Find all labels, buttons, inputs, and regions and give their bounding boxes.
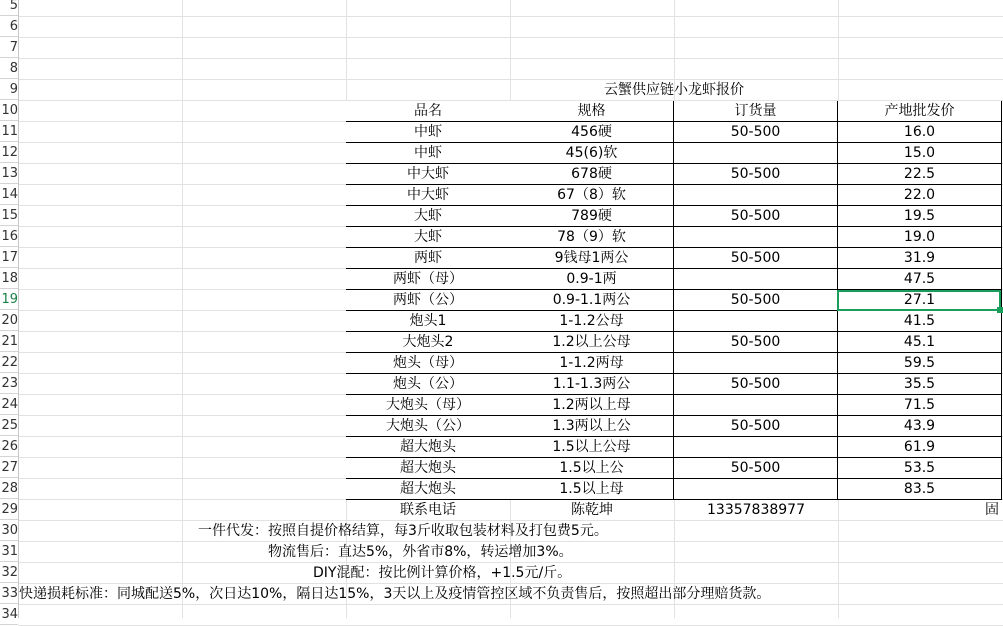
row-number[interactable]: 20 [0, 311, 18, 331]
cell-wholesale-price[interactable]: 59.5 [838, 353, 1002, 374]
cell-product-name[interactable]: 大炮头（母） [346, 395, 511, 416]
header-product-name[interactable]: 品名 [346, 101, 511, 122]
note-express[interactable]: 快递损耗标准：同城配送5%，次日达10%，隔日达15%，3天以上及疫情管控区域不负责售后，按照超出部分理赔货款。 [19, 586, 771, 602]
cell-product-name[interactable]: 超大炮头 [346, 479, 511, 500]
header-order-qty[interactable]: 订货量 [674, 101, 838, 122]
cell-product-name[interactable]: 中大虾 [346, 185, 511, 206]
row-number[interactable]: 33 [0, 584, 18, 604]
row-number[interactable]: 22 [0, 353, 18, 373]
cell-order-qty[interactable] [674, 143, 838, 164]
cell-spec[interactable]: 78（9）软 [510, 227, 674, 248]
sheet-row [0, 605, 1003, 626]
cell-wholesale-price[interactable]: 61.9 [838, 437, 1002, 458]
row-number[interactable]: 26 [0, 437, 18, 457]
cell-spec[interactable]: 1.2以上公母 [510, 332, 674, 353]
cell-order-qty[interactable] [674, 311, 838, 332]
row-number[interactable]: 29 [0, 500, 18, 520]
cell-order-qty[interactable] [674, 269, 838, 290]
cell-order-qty[interactable] [674, 395, 838, 416]
row-number[interactable]: 24 [0, 395, 18, 415]
cell-order-qty[interactable]: 50-500 [674, 290, 838, 311]
row-number[interactable]: 12 [0, 143, 18, 163]
row-number[interactable]: 13 [0, 164, 18, 184]
cell-spec[interactable]: 0.9-1.1两公 [510, 290, 674, 311]
sheet-title[interactable]: 云蟹供应链小龙虾报价 [604, 82, 744, 98]
row-number[interactable]: 6 [0, 17, 18, 37]
note-logistics[interactable]: 物流售后：直达5%，外省市8%，转运增加3%。 [268, 544, 573, 560]
cell-order-qty[interactable] [674, 437, 838, 458]
cell-wholesale-price[interactable]: 19.0 [838, 227, 1002, 248]
row-number[interactable]: 31 [0, 542, 18, 562]
row-number[interactable]: 28 [0, 479, 18, 499]
row-number[interactable]: 25 [0, 416, 18, 436]
header-wholesale-price[interactable]: 产地批发价 [838, 101, 1002, 122]
cell-product-name[interactable]: 两虾（公） [346, 290, 511, 311]
row-number[interactable]: 10 [0, 101, 18, 121]
cell-wholesale-price[interactable]: 15.0 [838, 143, 1002, 164]
column-gridline [182, 0, 183, 618]
cell-order-qty[interactable] [674, 185, 838, 206]
cell-product-name[interactable]: 大虾 [346, 206, 511, 227]
row-number[interactable]: 21 [0, 332, 18, 352]
row-header-edge [18, 0, 19, 618]
cell-spec[interactable]: 1.2两以上母 [510, 395, 674, 416]
cell-order-qty[interactable] [674, 227, 838, 248]
cell-wholesale-price[interactable]: 53.5 [838, 458, 1002, 479]
header-spec[interactable]: 规格 [510, 101, 674, 122]
cell-product-name[interactable]: 炮头（公） [346, 374, 511, 395]
note-diy[interactable]: DIY混配：按比例计算价格，+1.5元/斤。 [313, 565, 572, 581]
cell-spec[interactable]: 1.3两以上公 [510, 416, 674, 437]
cell-order-qty[interactable]: 50-500 [674, 416, 838, 437]
cell-product-name[interactable]: 超大炮头 [346, 437, 511, 458]
cell-order-qty[interactable]: 50-500 [674, 374, 838, 395]
cell-wholesale-price[interactable]: 16.0 [838, 122, 1002, 143]
row-number[interactable]: 5 [0, 0, 18, 16]
contact-phone[interactable]: 13357838977 [707, 502, 805, 518]
row-number[interactable]: 18 [0, 269, 18, 289]
cell-spec[interactable]: 789硬 [510, 206, 674, 227]
row-number[interactable]: 23 [0, 374, 18, 394]
cell-product-name[interactable]: 大炮头2 [346, 332, 511, 353]
row-number[interactable]: 7 [0, 38, 18, 58]
cell-order-qty[interactable]: 50-500 [674, 206, 838, 227]
cell-spec[interactable]: 1-1.2两母 [510, 353, 674, 374]
cell-product-name[interactable]: 两虾（母） [346, 269, 511, 290]
cell-wholesale-price[interactable]: 43.9 [838, 416, 1002, 437]
cell-order-qty[interactable]: 50-500 [674, 122, 838, 143]
cell-product-name[interactable]: 大虾 [346, 227, 511, 248]
cell-order-qty[interactable]: 50-500 [674, 332, 838, 353]
cell-product-name[interactable]: 两虾 [346, 248, 511, 269]
cell-wholesale-price[interactable]: 47.5 [838, 269, 1002, 290]
cell-spec[interactable]: 1-1.2公母 [510, 311, 674, 332]
sheet-row [0, 38, 1003, 59]
row-number[interactable]: 34 [0, 605, 18, 625]
contact-label[interactable]: 联系电话 [400, 502, 456, 518]
sheet-row [0, 0, 1003, 17]
cell-product-name[interactable]: 炮头（母） [346, 353, 511, 374]
cell-spec[interactable]: 67（8）软 [510, 185, 674, 206]
cell-product-name[interactable]: 中大虾 [346, 164, 511, 185]
cell-order-qty[interactable]: 50-500 [674, 458, 838, 479]
cell-wholesale-price[interactable]: 45.1 [838, 332, 1002, 353]
cell-wholesale-price[interactable]: 19.5 [838, 206, 1002, 227]
cell-wholesale-price[interactable]: 22.0 [838, 185, 1002, 206]
cell-product-name[interactable]: 超大炮头 [346, 458, 511, 479]
cell-order-qty[interactable]: 50-500 [674, 248, 838, 269]
cell-spec[interactable]: 678硬 [510, 164, 674, 185]
row-number[interactable]: 19 [0, 290, 18, 310]
cell-spec[interactable]: 1.5以上母 [510, 479, 674, 500]
row-number[interactable]: 17 [0, 248, 18, 268]
note-dropship[interactable]: 一件代发：按照自提价格结算，每3斤收取包装材料及打包费5元。 [198, 523, 608, 539]
row-number[interactable]: 27 [0, 458, 18, 478]
fill-handle[interactable] [997, 307, 1003, 313]
cell-spec[interactable]: 1.5以上公 [510, 458, 674, 479]
cell-wholesale-price[interactable]: 35.5 [838, 374, 1002, 395]
contact-name[interactable]: 陈乾坤 [571, 502, 613, 518]
cell-wholesale-price[interactable]: 31.9 [838, 248, 1002, 269]
row-number[interactable]: 15 [0, 206, 18, 226]
sheet-row [0, 59, 1003, 80]
cell-wholesale-price[interactable]: 41.5 [838, 311, 1002, 332]
row-number[interactable]: 14 [0, 185, 18, 205]
cell-spec[interactable]: 9钱母1两公 [510, 248, 674, 269]
cell-wholesale-price[interactable]: 83.5 [838, 479, 1002, 500]
cell-order-qty[interactable] [674, 353, 838, 374]
row-number[interactable]: 11 [0, 122, 18, 142]
cell-order-qty[interactable] [674, 479, 838, 500]
row-number[interactable]: 16 [0, 227, 18, 247]
cell-spec[interactable]: 456硬 [510, 122, 674, 143]
price-table [346, 101, 1002, 500]
cell-product-name[interactable]: 大炮头（公） [346, 416, 511, 437]
cell-product-name[interactable]: 中虾 [346, 122, 511, 143]
row-number[interactable]: 8 [0, 59, 18, 79]
cell-product-name[interactable]: 炮头1 [346, 311, 511, 332]
row-number[interactable]: 30 [0, 521, 18, 541]
sheet-row [0, 17, 1003, 38]
cell-spec[interactable]: 1.5以上公母 [510, 437, 674, 458]
cell-spec[interactable]: 0.9-1两 [510, 269, 674, 290]
cell-order-qty[interactable]: 50-500 [674, 164, 838, 185]
cell-spec[interactable]: 1.1-1.3两公 [510, 374, 674, 395]
row-number[interactable]: 32 [0, 563, 18, 583]
cell-spec[interactable]: 45(6)软 [510, 143, 674, 164]
cell-wholesale-price[interactable]: 71.5 [838, 395, 1002, 416]
cell-wholesale-price[interactable]: 22.5 [838, 164, 1002, 185]
contact-trailing-text[interactable]: 固 [985, 502, 999, 518]
cell-product-name[interactable]: 中虾 [346, 143, 511, 164]
cell-wholesale-price[interactable]: 27.1 [838, 290, 1002, 311]
row-number[interactable]: 9 [0, 80, 18, 100]
